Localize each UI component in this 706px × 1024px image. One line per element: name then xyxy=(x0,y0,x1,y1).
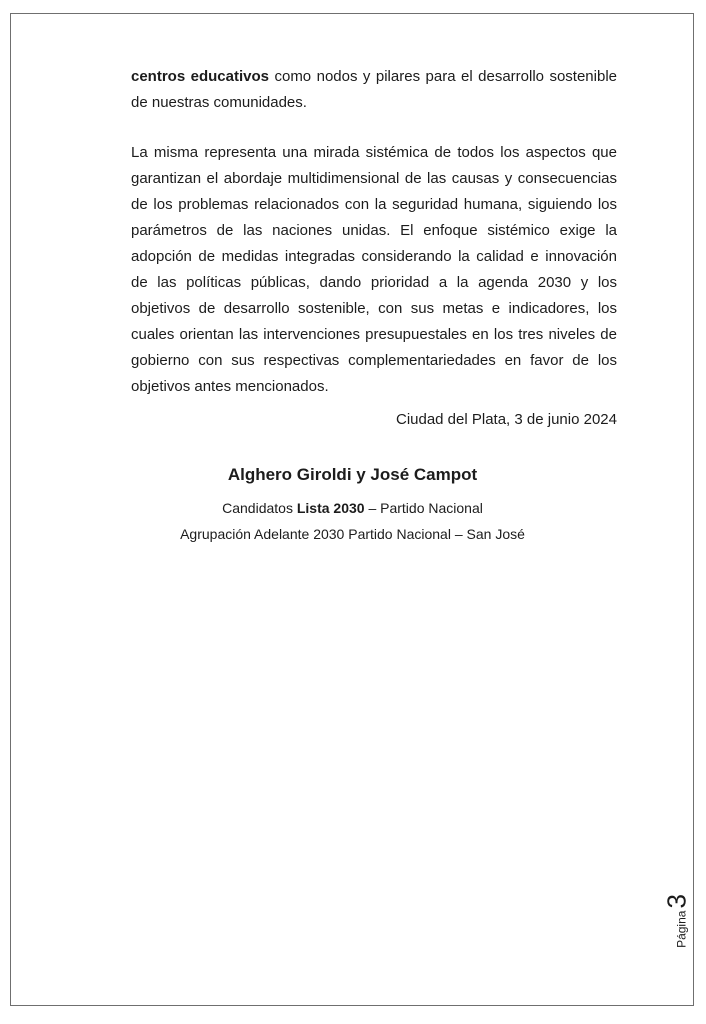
paragraph-intro xyxy=(131,64,617,116)
paragraph-intro-text: como nodos y pilares para el desarrollo sostenible de nuestras comunidades. xyxy=(131,68,618,111)
page-number-label: Página xyxy=(674,910,689,948)
signature-names: Alghero Giroldi y José Campot xyxy=(227,465,478,484)
signature-block xyxy=(131,462,617,547)
signature-group-line: Agrupación Adelante 2030 Partido Nacional – San José xyxy=(180,526,525,542)
signature-candidates-suffix: – Partido Nacional xyxy=(364,500,483,516)
page-number-value: 3 xyxy=(661,894,692,909)
paragraph-main: La misma representa una mirada sistémica de todos los aspectos que garantizan el abordaje multidimensional de las causas y consecuencias de los problemas relacionados con la seguridad humana, siguiendo los parámetros de las naciones unidas. El enfoque sistémico exige la adopción de medidas integradas considerando la calidad e innovación de las políticas públicas, dando prioridad a la agenda 2030 y los objetivos de desarrollo sostenible, con sus metas e indicadores, los cuales orientan las intervenciones presupuestales en los tres niveles de gobierno con sus respectivas complementariedades en favor de los objetivos antes mencionados. xyxy=(131,144,617,395)
page-number-vertical xyxy=(662,894,693,948)
signature-candidates-prefix: Candidatos xyxy=(222,500,297,516)
paragraph-intro-bold-lead: centros educativos xyxy=(131,68,270,85)
document-body xyxy=(131,64,617,547)
signature-candidates-line xyxy=(131,495,574,521)
signature-list-name: Lista 2030 xyxy=(296,500,365,516)
place-date-line: Ciudad del Plata, 3 de junio 2024 xyxy=(395,411,617,428)
